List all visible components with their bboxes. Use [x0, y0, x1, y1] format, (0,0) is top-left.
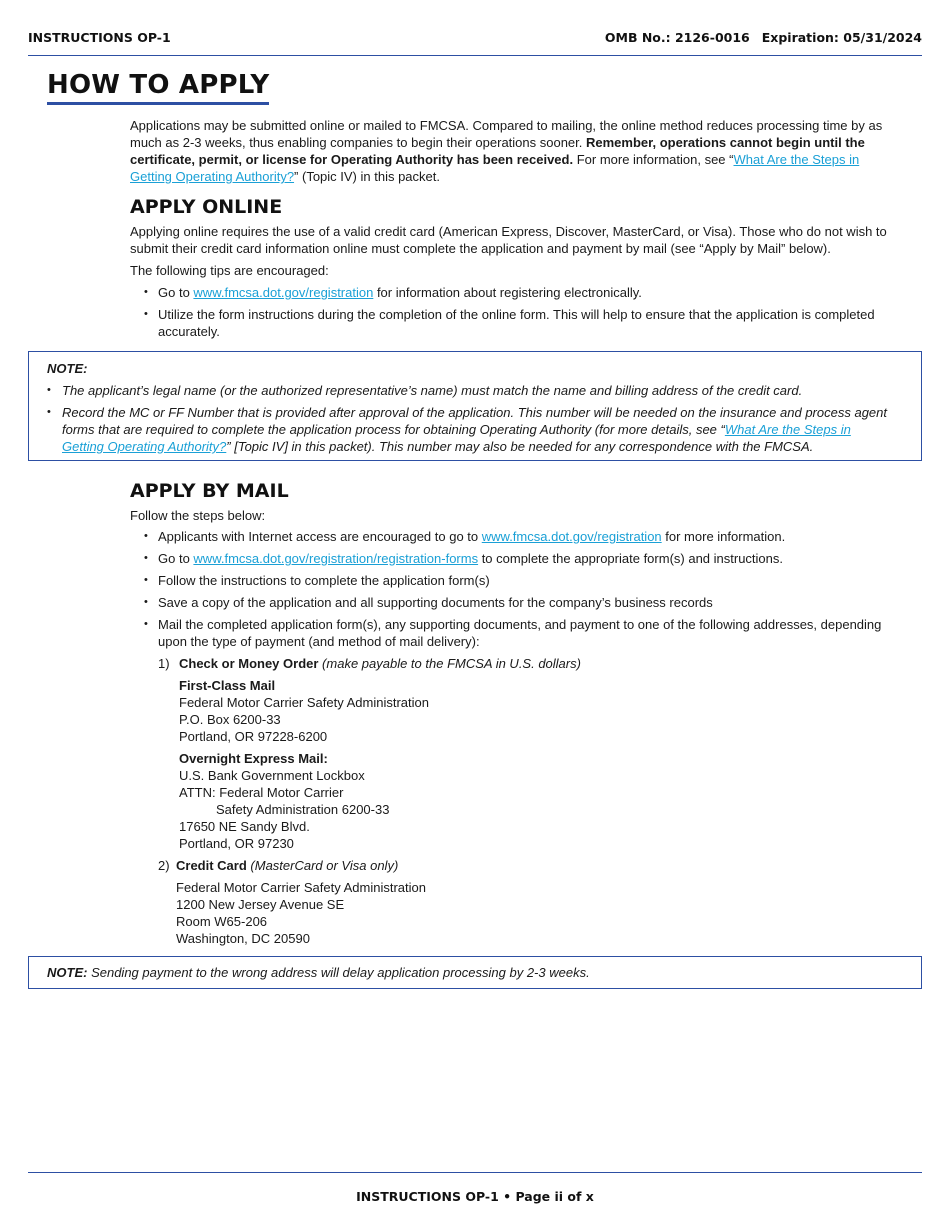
note-box-wrong-address	[28, 956, 922, 989]
list-item: • Go to www.fmcsa.dot.gov/registration/registration-forms to complete the appropriate form(s) and instructions.	[158, 550, 898, 567]
page-footer: INSTRUCTIONS OP-1 • Page ii of x	[356, 1189, 594, 1204]
page-title: HOW TO APPLY	[47, 70, 269, 105]
note-list	[29, 382, 895, 455]
list-item: • Record the MC or FF Number that is provided after approval of the application. This number will be needed on the insurance and process agent forms that are required to complete the application process for obtaining Operating Authority (for more details, see “What Are the Steps in Getting Operating Authority?” [Topic IV] in this packet). This number may also be needed for any correspondence with the FMCSA.	[29, 404, 895, 455]
form-id: INSTRUCTIONS OP-1	[28, 30, 171, 45]
list-item: • The applicant’s legal name (or the authorized representative’s name) must match the name and billing address of the credit card.	[29, 382, 895, 399]
apply-mail-heading: APPLY BY MAIL	[130, 480, 289, 502]
mail-intro: Follow the steps below:	[130, 508, 266, 523]
tips-intro: The following tips are encouraged:	[130, 263, 329, 278]
list-item: • Applicants with Internet access are encouraged to go to www.fmcsa.dot.gov/registration for more information.	[158, 528, 898, 545]
overnight-address: Overnight Express Mail: U.S. Bank Government Lockbox ATTN: Federal Motor Carrier Safety Administration 6200-33 17650 NE Sandy Blvd. Portland, OR 97230	[179, 751, 390, 851]
page-header	[28, 30, 922, 45]
list-item: • Go to www.fmcsa.dot.gov/registration for information about registering electronically.	[158, 284, 898, 301]
note-label: NOTE:	[47, 965, 88, 980]
omb-info	[593, 30, 922, 45]
credit-card-address: Federal Motor Carrier Safety Administration 1200 New Jersey Avenue SE Room W65-206 Washington, DC 20590	[176, 880, 426, 946]
payment-option-credit-card: 2) Credit Card (MasterCard or Visa only) Federal Motor Carrier Safety Administration 1200 New Jersey Avenue SE Room W65-206 Washington, DC 20590	[158, 857, 898, 947]
header-divider	[28, 55, 922, 56]
note-label: NOTE:	[47, 361, 88, 376]
intro-paragraph: Applications may be submitted online or mailed to FMCSA. Compared to mailing, the online method reduces processing time by as much as 2-3 weeks, thus enabling companies to begin their operations sooner. Remember, operations cannot begin until the certificate, permit, or license for Operating Authority has been received. For more information, see “What Are the Steps in Getting Operating Authority?” (Topic IV) in this packet.	[130, 118, 883, 184]
apply-online-heading: APPLY ONLINE	[130, 196, 283, 218]
intro-warning: Remember, operations cannot begin until the certificate, permit, or license for Operating Authority has been received.	[130, 135, 865, 167]
payment-option-check: 1) Check or Money Order (make payable to the FMCSA in U.S. dollars) First-Class Mail Federal Motor Carrier Safety Administration P.O. Box 6200-33 Portland, OR 97228-6200 Overnight Express Mail: U.S. Bank Government Lockbox ATTN: Federal Motor Carrier Safety Administration 6200-33 17650 NE Sandy Blvd. Portland, OR 97230	[158, 655, 898, 852]
first-class-address: First-Class Mail Federal Motor Carrier Safety Administration P.O. Box 6200-33 Portland, OR 97228-6200	[179, 678, 429, 744]
tips-list	[130, 284, 898, 340]
list-item: • Utilize the form instructions during the completion of the online form. This will help to ensure that the application is completed accurately.	[158, 306, 898, 340]
apply-mail-section	[130, 480, 898, 952]
intro-section	[130, 117, 898, 345]
expiration-date: Expiration: 05/31/2024	[761, 30, 922, 45]
note-text: Sending payment to the wrong address will delay application processing by 2-3 weeks.	[87, 965, 590, 980]
list-item: • Follow the instructions to complete the application form(s)	[158, 572, 898, 589]
steps-topic-link-note[interactable]: What Are the Steps in Getting Operating Authority?	[62, 422, 851, 454]
apply-online-paragraph: Applying online requires the use of a valid credit card (American Express, Discover, MasterCard, or Visa). Those who do not wish to submit their credit card information online must complete the application and payment by mail (see “Apply by Mail” below).	[130, 224, 887, 256]
note-box-credit-card	[28, 351, 922, 461]
steps-topic-link[interactable]: What Are the Steps in Getting Operating Authority?	[130, 152, 860, 184]
list-item: • Save a copy of the application and all supporting documents for the company’s business records	[158, 594, 898, 611]
registration-link[interactable]: www.fmcsa.dot.gov/registration	[193, 285, 374, 300]
omb-number: OMB No.: 2126-0016	[604, 30, 750, 45]
footer-divider	[28, 1172, 922, 1173]
mail-steps-list	[130, 528, 898, 947]
registration-link-mail[interactable]: www.fmcsa.dot.gov/registration	[481, 529, 662, 544]
registration-forms-link[interactable]: www.fmcsa.dot.gov/registration/registration-forms	[193, 551, 479, 566]
list-item: • Mail the completed application form(s), any supporting documents, and payment to one of the following addresses, depending upon the type of payment (and method of mail delivery): 1) Check or Money Order (make payable to the FMCSA in U.S. dollars) First-Class Mail Federal Motor Carrier Safety Administration P.O. Box 6200-33 Portland, OR 97228-6200 Overnight Express Mail: U.S. Bank Government Lockbox ATTN: Federal Motor Carrier Safety Administration 6200-33 17650 NE Sandy Blvd. Portland, OR 97230 2) Credit Card (MasterCard or Visa only) Federal Motor Carrier Safety Administration 1200 New Jersey Avenue SE Room W65-206 Washington, DC 20590	[158, 616, 898, 947]
